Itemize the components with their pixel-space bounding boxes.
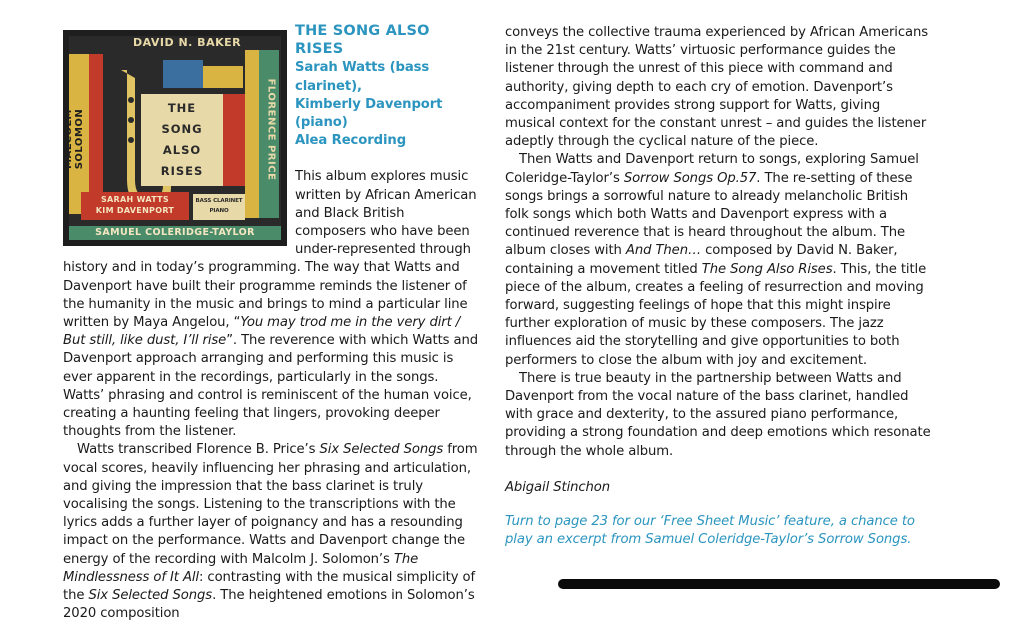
text-run: composed by David N. Baker, containing a movement titled: [505, 243, 898, 277]
cover-title-line: RISES: [160, 164, 204, 178]
italic-run: And Then…: [625, 243, 702, 259]
text-run: This album explores music written by African American and Black British composers who have been under-represented through history and in today’s programming. The way that Watts and Davenport have built their programme reminds the listener of the humanity in the music and brings to mind a particular line written by Maya Angelou, “: [63, 169, 477, 331]
cover-bottom-name: SAMUEL COLERIDGE-TAYLOR: [95, 227, 255, 238]
review-paragraph: [505, 24, 933, 151]
cover-instrument-1: BASS CLARINET: [195, 198, 243, 204]
cover-title-line: ALSO: [162, 143, 202, 157]
home-indicator[interactable]: [558, 579, 1000, 589]
italic-run: You may trod me in the very dirt / But still, like dust, I’ll rise: [63, 315, 461, 349]
text-run: : contrasting with the musical simplicity of the: [63, 569, 476, 604]
review-paragraph: [505, 370, 933, 461]
cover-right-name: FLORENCE PRICE: [265, 78, 277, 181]
text-run: ”. The reverence with which Watts and Davenport approach arranging and performing this music is ever apparent in the recordings, particularly in the songs. Watts’ phrasing and control is reminiscent of the human voice, creating a haunting feeling that lingers, provoking deeper thoughts from the listener.: [63, 333, 479, 440]
album-cover: [63, 30, 287, 246]
text-run: Sorrow Songs: [818, 532, 908, 548]
text-run: . The heightened emotions in Solomon’s 2020 composition: [63, 588, 475, 622]
cover-instruments: [193, 196, 245, 216]
italic-run: Six Selected Songs: [88, 588, 213, 604]
cover-title-line: SONG: [161, 122, 203, 136]
cover-title-line: THE: [167, 101, 197, 115]
review-title: THE SONG ALSO RISES: [295, 23, 430, 58]
cover-performer-2: KIM DAVENPORT: [95, 206, 175, 215]
italic-run: The Mindlessness of It All: [63, 551, 419, 585]
italic-run: The Song Also Rises: [701, 261, 833, 277]
text-run: Then Watts and Davenport return to songs, exploring Samuel Coleridge-Taylor’s: [505, 152, 919, 186]
review-credit-1: Sarah Watts (bass clarinet),: [295, 60, 430, 94]
cover-top-name: DAVID N. BAKER: [133, 36, 242, 49]
text-run: Watts transcribed Florence B. Price’s: [77, 442, 320, 458]
text-run: . This, the title piece of the album, creates a feeling of resurrection and moving forward, suggesting feelings of hope that this might inspire further exploration of music by these composers. The jazz influences aid the storytelling and give opportunities to both performers to close the album with joy and excitement.: [505, 261, 927, 368]
text-run: from vocal scores, heavily influencing her phrasing and articulation, and giving the impression that the bass clarinet is truly vocalising the songs. Listening to the transcriptions with the lyrics adds a further layer of poignancy and has a resounding impact on the performance. Watts and Davenport change the energy of the recording with Malcolm J. Solomon’s: [63, 442, 478, 567]
text-run: . The re-setting of these songs brings a sorrowful nature to already melancholic British folk songs which both Watts and Davenport express with a continued reverence that is heard throughout the album. The album closes with: [505, 170, 913, 259]
review-paragraph: [505, 151, 933, 369]
sheet-music-note[interactable]: [505, 513, 933, 549]
review-label: Alea Recording: [295, 133, 407, 149]
text-run: There is true beauty in the partnership between Watts and Davenport from the vocal nature of the bass clarinet, handled with grace and dexterity, to the assured piano performance, providing a strong foundation and deep emotions which resonate through the whole album.: [505, 370, 931, 459]
cover-left-name: MALCOLM SOLOMON: [63, 108, 85, 170]
review-credit-2: Kimberly Davenport (piano): [295, 96, 443, 131]
right-column: [505, 24, 933, 549]
left-column: [63, 8, 479, 624]
cover-performers: [83, 194, 187, 216]
italic-run: Sorrow Songs Op.57: [623, 170, 757, 186]
review-paragraph: [63, 441, 479, 623]
text-run: .: [907, 532, 912, 548]
text-run: Turn to page 23 for our ‘Free Sheet Music’ feature, a chance to play an excerpt from Samuel Coleridge-Taylor’s: [505, 514, 915, 548]
italic-run: Six Selected Songs: [319, 442, 444, 458]
review-author: Abigail Stinchon: [505, 479, 611, 495]
cover-instrument-2: PIANO: [209, 208, 229, 214]
cover-performer-1: SARAH WATTS: [101, 195, 169, 204]
cover-title: [145, 98, 219, 182]
text-run: conveys the collective trauma experienced by African Americans in the 21st century. Watts’ virtuosic performance guides the listener through the unrest of this piece with command and authority, giving depth to each cry of emotion. Davenport’s accompaniment provides strong support for Watts, giving musical context for the constant unrest – and guides the listener adeptly through the cyclical nature of the piece.: [505, 25, 929, 150]
